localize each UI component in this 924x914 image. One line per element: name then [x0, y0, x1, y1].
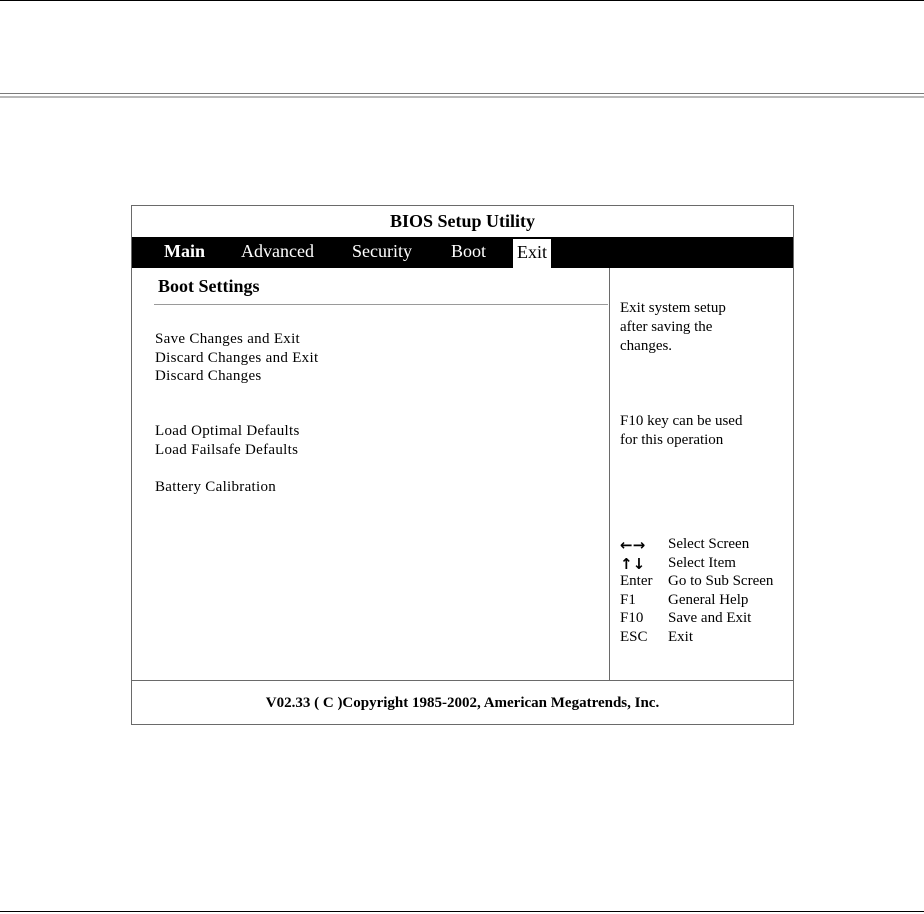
- key-label: F10: [620, 610, 644, 626]
- key-description: Select Screen: [668, 536, 750, 552]
- option-load-failsafe-defaults[interactable]: Load Failsafe Defaults: [155, 442, 299, 458]
- section-title: Boot Settings: [158, 276, 260, 296]
- menu-tab-exit[interactable]: Exit: [513, 239, 551, 268]
- key-label: Enter: [620, 573, 653, 589]
- option-save-changes-and-exit[interactable]: Save Changes and Exit: [155, 331, 301, 347]
- key-description: Exit: [668, 628, 693, 645]
- menu-tab-security[interactable]: Security: [352, 241, 412, 261]
- option-discard-changes-and-exit[interactable]: Discard Changes and Exit: [155, 350, 319, 366]
- help-pane: [609, 268, 794, 680]
- page-header-rule: [0, 93, 924, 98]
- option-load-optimal-defaults[interactable]: Load Optimal Defaults: [155, 423, 300, 439]
- page-top-rule: [0, 0, 924, 1]
- menu-tab-main[interactable]: Main: [164, 241, 206, 261]
- bios-setup-window: [131, 205, 794, 725]
- option-battery-calibration[interactable]: Battery Calibration: [155, 479, 277, 495]
- key-label: F1: [620, 591, 636, 608]
- up-down-arrows-icon: ↑↓: [620, 554, 646, 573]
- left-right-arrows-icon: ←→: [620, 536, 646, 554]
- options-pane: [132, 268, 608, 680]
- option-discard-changes[interactable]: Discard Changes: [155, 368, 262, 384]
- key-description: General Help: [668, 591, 749, 608]
- menu-tab-advanced[interactable]: Advanced: [241, 241, 314, 261]
- help-text-exit: Exit system setup after saving the changes.: [620, 300, 726, 354]
- key-description: Go to Sub Screen: [668, 573, 774, 589]
- key-description: Select Item: [668, 554, 736, 571]
- bios-title: BIOS Setup Utility: [389, 211, 536, 231]
- help-description: [620, 280, 790, 469]
- key-label: ESC: [620, 628, 648, 645]
- copyright-footer: V02.33 ( C )Copyright 1985-2002, American Megatrends, Inc.: [132, 680, 793, 725]
- menu-tab-boot[interactable]: Boot: [451, 241, 487, 261]
- menu-bar: [132, 237, 793, 268]
- section-divider: [154, 304, 608, 305]
- key-description: Save and Exit: [668, 610, 752, 626]
- help-text-f10: F10 key can be used for this operation: [620, 413, 743, 448]
- page-bottom-rule: [0, 911, 924, 912]
